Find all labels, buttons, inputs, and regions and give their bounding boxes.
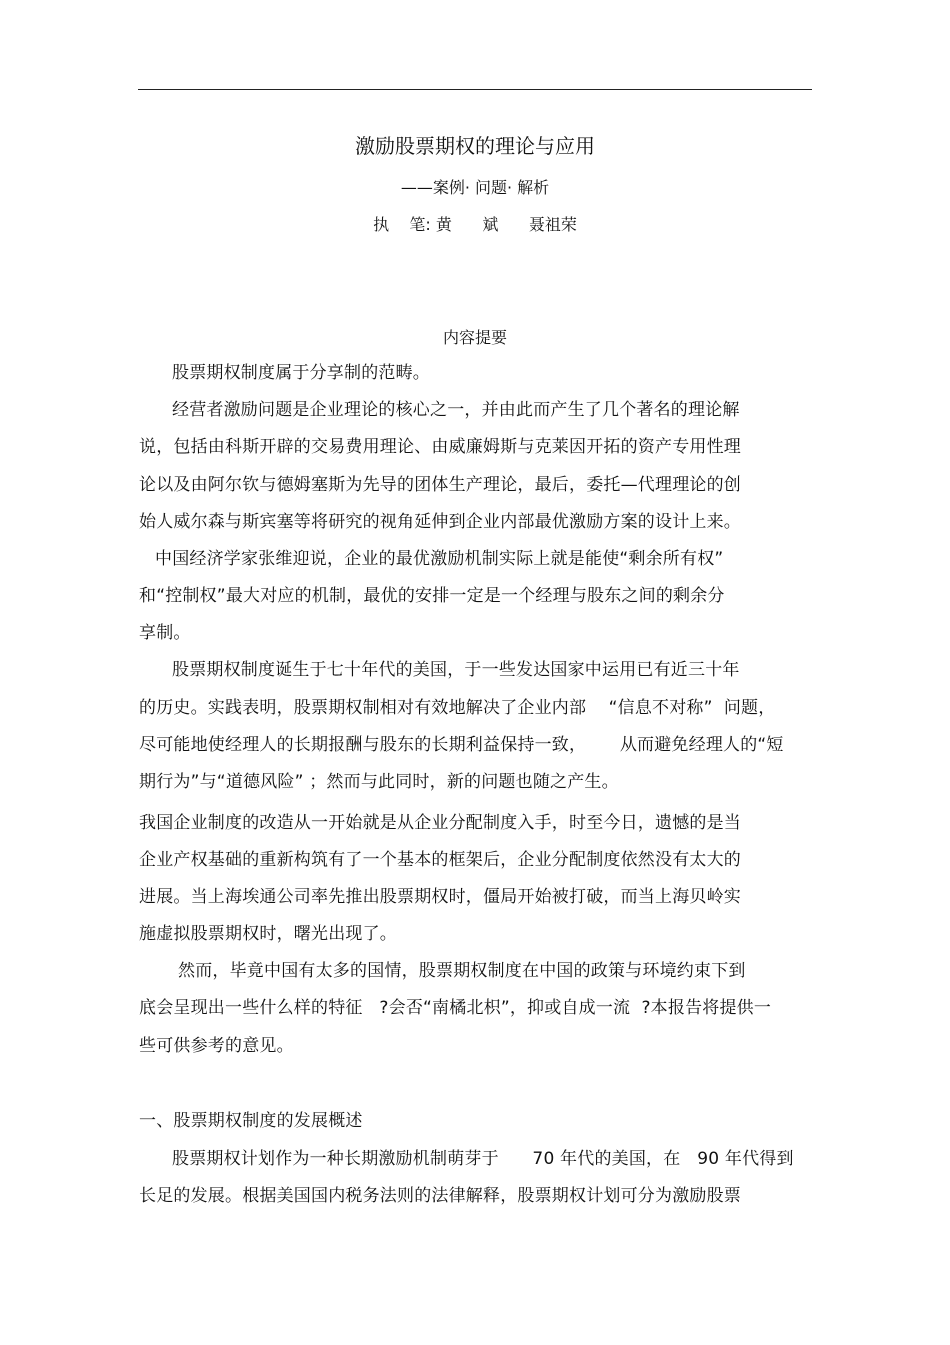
body-line: 股票期权制度属于分享制的范畴。 — [172, 363, 430, 383]
body-line: 期行为”与“道德风险” ；然而与此同时，新的问题也随之产生。 — [139, 772, 619, 792]
body-line: 股票期权计划作为一种长期激励机制萌芽于 70 年代的美国，在 90 年代得到 — [172, 1149, 794, 1169]
body-line: 始人威尔森与斯宾塞等将研究的视角延伸到企业内部最优激励方案的设计上来。 — [139, 512, 741, 532]
header-rule — [138, 89, 812, 90]
section-heading: 内容提要 — [442, 328, 507, 347]
body-line: 说，包括由科斯开辟的交易费用理论、由威廉姆斯与克莱因开拓的资产专用性理 — [139, 437, 741, 457]
body-line: 长足的发展。根据美国国内税务法则的法律解释，股票期权计划可分为激励股票 — [139, 1186, 741, 1206]
body-line: 中国经济学家张维迎说，企业的最优激励机制实际上就是能使“剩余所有权” — [155, 549, 724, 569]
section-one-heading: 一、股票期权制度的发展概述 — [139, 1111, 363, 1131]
body-line: 的历史。实践表明，股票期权制相对有效地解决了企业内部 “信息不对称” 问题， — [139, 698, 776, 718]
body-line: 企业产权基础的重新构筑有了一个基本的框架后，企业分配制度依然没有太大的 — [139, 850, 741, 870]
document-subtitle: ——案例· 问题· 解析 — [400, 178, 550, 197]
body-line: 然而，毕竟中国有太多的国情，股票期权制度在中国的政策与环境约束下到 — [178, 961, 746, 981]
body-line: 进展。当上海埃通公司率先推出股票期权时，僵局开始被打破，而当上海贝岭实 — [139, 887, 741, 907]
body-line: 些可供参考的意见。 — [139, 1036, 294, 1056]
author-line: 执 笔: 黄 斌 聂祖荣 — [373, 215, 577, 234]
body-line: 底会呈现出一些什么样的特征 ?会否“南橘北枳”，抑或自成一流 ?本报告将提供一 — [139, 998, 772, 1018]
document-title: 激励股票期权的理论与应用 — [355, 134, 595, 158]
body-line: 经营者激励问题是企业理论的核心之一，并由此而产生了几个著名的理论解 — [172, 400, 740, 420]
body-line: 施虚拟股票期权时，曙光出现了。 — [139, 924, 397, 944]
body-line: 和“控制权”最大对应的机制，最优的安排一定是一个经理与股东之间的剩余分 — [139, 586, 725, 606]
body-line: 论以及由阿尔钦与德姆塞斯为先导的团体生产理论，最后，委托—代理理论的创 — [139, 475, 741, 495]
body-line: 尽可能地使经理人的长期报酬与股东的长期利益保持一致， 从而避免经理人的“短 — [139, 735, 784, 755]
body-line: 我国企业制度的改造从一开始就是从企业分配制度入手，时至今日，遗憾的是当 — [139, 813, 741, 833]
body-line: 股票期权制度诞生于七十年代的美国，于一些发达国家中运用已有近三十年 — [172, 660, 740, 680]
body-line: 享制。 — [139, 623, 191, 643]
